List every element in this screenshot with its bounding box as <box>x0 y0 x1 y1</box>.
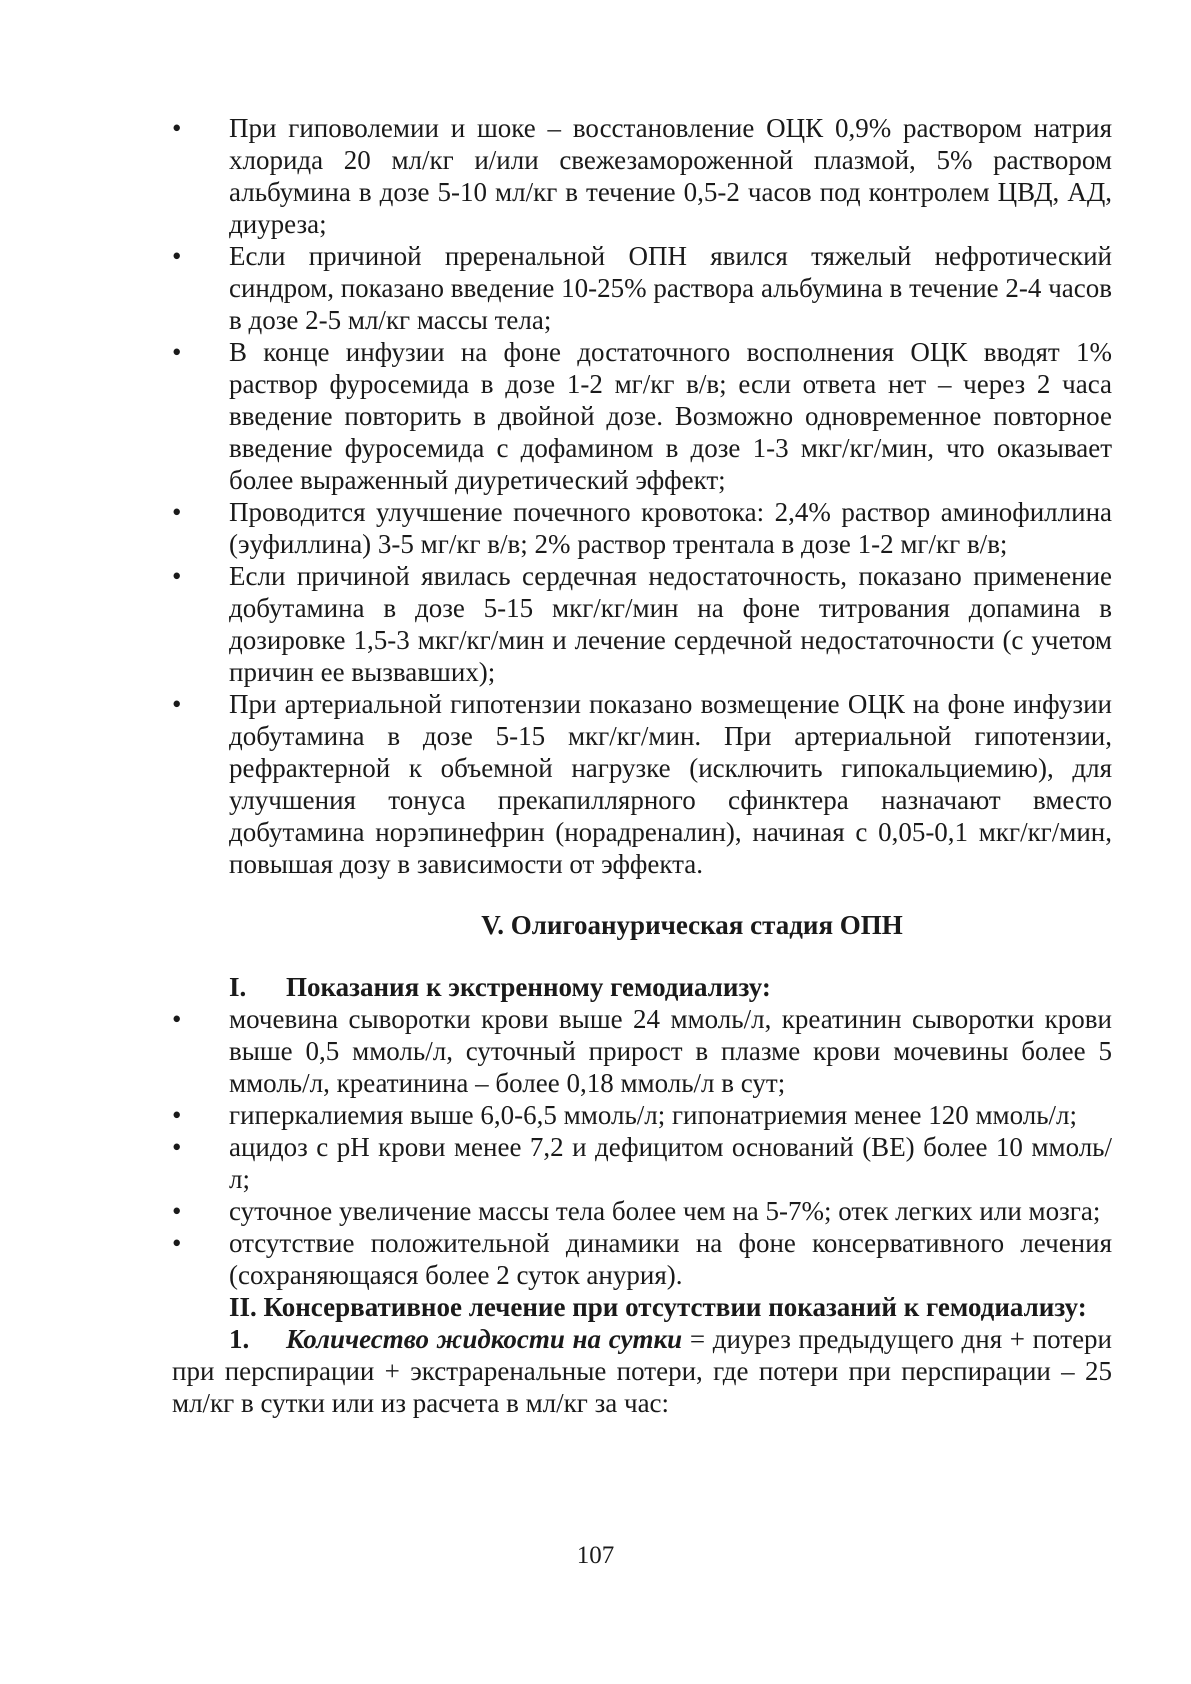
bullet-icon: • <box>172 337 182 367</box>
list-item-text: В конце инфузии на фоне достаточного восполнения ОЦК вводят 1% раствор фуросемида в дозе 1-2 мг/кг в/в; если ответа нет – через 2 часа введение повторить в двойной дозе. Возможно одновременное повторное введение фуросемида с дофамином в дозе 1-3 мкг/кг/мин, что оказывает более выраженный диуретический эффект; <box>229 337 1112 495</box>
list-item <box>172 496 1112 560</box>
item-number: 1. <box>229 1324 250 1354</box>
item-term: Количество жидкости на сутки <box>286 1324 683 1354</box>
bullet-icon: • <box>172 1100 182 1130</box>
bullet-icon: • <box>172 1004 182 1034</box>
list-item-text: отсутствие положительной динамики на фоне консервативного лечения (сохраняющаяся более 2 суток анурия). <box>229 1228 1112 1290</box>
subheading-text: Показания к экстренному гемодиализу: <box>286 972 771 1002</box>
indications-bullet-list <box>172 1003 1112 1291</box>
section-title: V. Олигоанурическая стадия ОПН <box>481 910 903 940</box>
list-item-text: При гиповолемии и шоке – восстановление ОЦК 0,9% раствором натрия хлорида 20 мл/кг и/или свежезамороженной плазмой, 5% раствором альбумина в дозе 5-10 мл/кг в течение 0,5-2 часов под контролем ЦВД, АД, диуреза; <box>229 113 1112 239</box>
bullet-icon: • <box>172 1196 182 1226</box>
list-item <box>172 560 1112 688</box>
subheading-indications <box>172 971 1112 1003</box>
list-item <box>172 112 1112 240</box>
list-item <box>172 1227 1112 1291</box>
list-item <box>172 1099 1112 1131</box>
top-bullet-list <box>172 112 1112 880</box>
bullet-icon: • <box>172 1228 182 1258</box>
list-item <box>172 240 1112 336</box>
list-item-text: ацидоз с рН крови менее 7,2 и дефицитом оснований (BE) более 10 ммоль/л; <box>229 1132 1112 1194</box>
list-item-text: Если причиной явилась сердечная недостаточность, показано применение добутамина в дозе 5-15 мкг/кг/мин на фоне титрования допамина в дозировке 1,5-3 мкг/кг/мин и лечение сердечной недостаточности (с учетом причин ее вызвавших); <box>229 561 1112 687</box>
bullet-icon: • <box>172 241 182 271</box>
list-item <box>172 1195 1112 1227</box>
bullet-icon: • <box>172 1132 182 1162</box>
fluid-volume-paragraph <box>172 1323 1112 1419</box>
list-item-text: Если причиной преренальной ОПН явился тяжелый нефротический синдром, показано введение 10-25% раствора альбумина в течение 2-4 часов в дозе 2-5 мл/кг массы тела; <box>229 241 1112 335</box>
page-number: 107 <box>576 1542 615 1569</box>
page-content <box>172 112 1112 1419</box>
list-item <box>172 1131 1112 1195</box>
item-text: = диурез предыдущего дня + потери при перспирации + экстраренальные потери, где потери при перспирации – 25 мл/кг в сутки или из расчета в мл/кг за час: <box>172 1324 1113 1418</box>
list-item <box>172 1003 1112 1099</box>
list-item-text: суточное увеличение массы тела более чем на 5-7%; отек легких или мозга; <box>229 1196 1101 1226</box>
bullet-icon: • <box>172 497 182 527</box>
bullet-icon: • <box>172 689 182 719</box>
list-item <box>172 336 1112 496</box>
list-item-text: мочевина сыворотки крови выше 24 ммоль/л, креатинин сыворотки крови выше 0,5 ммоль/л, суточный прирост в плазме крови мочевины более 5 ммоль/л, креатинина – более 0,18 ммоль/л в сут; <box>229 1004 1112 1098</box>
subheading-number: I. <box>229 972 247 1002</box>
list-item <box>172 688 1112 880</box>
bullet-icon: • <box>172 561 182 591</box>
subheading-conservative <box>172 1291 1112 1323</box>
list-item-text: При артериальной гипотензии показано возмещение ОЦК на фоне инфузии добутамина в дозе 5-15 мкг/кг/мин. При артериальной гипотензии, рефрактерной к объемной нагрузке (исключить гипокальциемию), для улучшения тонуса прекапиллярного сфинктера назначают вместо добутамина норэпинефрин (норадреналин), начиная с 0,05-0,1 мкг/кг/мин, повышая дозу в зависимости от эффекта. <box>229 689 1112 879</box>
list-item-text: гиперкалиемия выше 6,0-6,5 ммоль/л; гипонатриемия менее 120 ммоль/л; <box>229 1100 1078 1130</box>
bullet-icon: • <box>172 113 182 143</box>
subheading-text: II. Консервативное лечение при отсутствии показаний к гемодиализу: <box>229 1292 1087 1322</box>
list-item-text: Проводится улучшение почечного кровотока: 2,4% раствор аминофиллина (эуфиллина) 3-5 мг/кг в/в; 2% раствор трентала в дозе 1-2 мг/кг в/в; <box>229 497 1112 559</box>
